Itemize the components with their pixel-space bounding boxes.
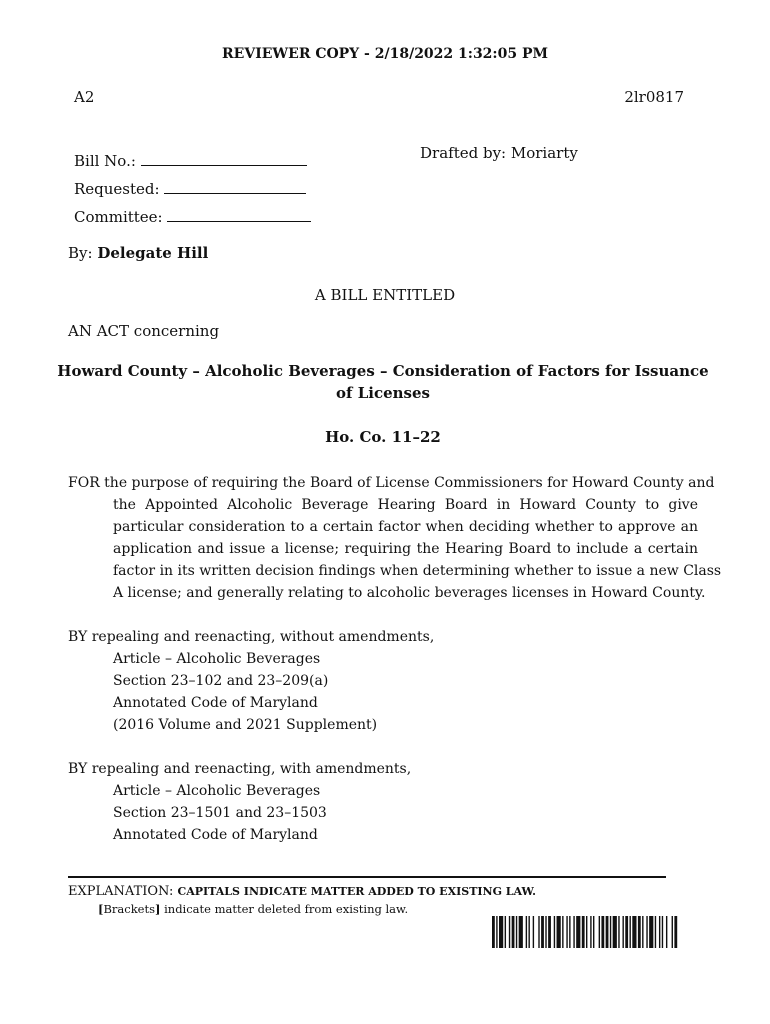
sponsor-line xyxy=(68,244,208,262)
barcode-bar xyxy=(672,916,673,948)
barcode-bar xyxy=(538,916,539,948)
purpose-line: factor in its written decision findings when determining whether to issue a new Class xyxy=(113,563,722,579)
committee-blank xyxy=(167,221,311,222)
barcode-bar xyxy=(562,916,563,948)
barcode-bar xyxy=(516,916,517,948)
purpose-line: the Appointed Alcoholic Beverage Hearing Board in Howard County to give xyxy=(113,497,698,513)
barcode-bar xyxy=(492,916,495,948)
requested-row xyxy=(74,180,306,198)
drafted-by: Drafted by: Moriarty xyxy=(420,144,578,162)
barcode-bar xyxy=(613,916,617,948)
act-concerning: AN ACT concerning xyxy=(68,322,220,340)
barcode-bar xyxy=(610,916,611,948)
barcode-bar xyxy=(590,916,591,948)
barcode-bar xyxy=(566,916,567,948)
barcode-bar xyxy=(499,916,503,948)
bill-subject-line2: of Licenses xyxy=(336,384,430,402)
bill-number: Ho. Co. 11–22 xyxy=(325,428,441,446)
sponsor-name: Delegate Hill xyxy=(97,244,209,262)
barcode-bar xyxy=(618,916,619,948)
barcode-bar xyxy=(599,916,600,948)
barcode-bar xyxy=(606,916,609,948)
barcode-bar xyxy=(496,916,497,948)
barcode-bar xyxy=(533,916,534,948)
repeal-without-amendments xyxy=(68,626,434,736)
section-line: Section 23–1501 and 23–1503 xyxy=(113,805,327,821)
code-right: 2lr0817 xyxy=(624,88,684,106)
section-line: Article – Alcoholic Beverages xyxy=(113,651,321,667)
sponsor-by-label: By: xyxy=(68,244,93,262)
repeal-with-amendments xyxy=(68,758,411,846)
section-line: Article – Alcoholic Beverages xyxy=(113,783,321,799)
barcode-bar xyxy=(557,916,561,948)
barcode-bar xyxy=(526,916,527,948)
barcode-bar xyxy=(655,916,656,948)
brackets-word: Brackets xyxy=(103,902,155,916)
explanation-label: EXPLANATION: xyxy=(68,884,174,899)
barcode-bar xyxy=(638,916,641,948)
barcode-bar xyxy=(512,916,515,948)
barcode-bar xyxy=(528,916,529,948)
barcode-bar xyxy=(625,916,628,948)
bill-subject-line1: Howard County – Alcoholic Beverages – Consideration of Factors for Issuance xyxy=(57,362,709,380)
barcode-bar xyxy=(545,916,546,948)
explanation-brackets xyxy=(98,902,408,916)
barcode-bar xyxy=(586,916,587,948)
brackets-text: indicate matter deleted from existing law. xyxy=(160,902,409,916)
barcode-bar xyxy=(601,916,604,948)
bracket-open: [ xyxy=(98,902,104,916)
bill-no-blank xyxy=(141,165,307,166)
explanation-capitals xyxy=(68,884,536,899)
barcode-bar xyxy=(674,916,677,948)
bill-no-label: Bill No.: xyxy=(74,152,136,170)
section-line: Annotated Code of Maryland xyxy=(113,695,318,711)
barcode-bar xyxy=(666,916,667,948)
barcode-bar xyxy=(642,916,643,948)
barcode-bar xyxy=(573,916,574,948)
section-line: Annotated Code of Maryland xyxy=(113,827,318,843)
barcode-bar xyxy=(548,916,551,948)
bill-no-row xyxy=(74,152,307,170)
code-left: A2 xyxy=(74,88,95,106)
barcode-bar xyxy=(649,916,653,948)
barcode-bar xyxy=(509,916,510,948)
barcode-bar xyxy=(632,916,636,948)
barcode-bar xyxy=(519,916,523,948)
purpose-line: particular consideration to a certain factor when deciding whether to approve an xyxy=(113,519,698,535)
explanation-capitals-text: CAPITALS INDICATE MATTER ADDED TO EXISTING LAW. xyxy=(177,885,536,898)
requested-label: Requested: xyxy=(74,180,160,198)
bill-entitled: A BILL ENTITLED xyxy=(314,286,456,304)
bracket-close: ] xyxy=(155,902,161,916)
purpose-line: A license; and generally relating to alcoholic beverages licenses in Howard County. xyxy=(113,585,706,601)
reviewer-copy-header: REVIEWER COPY - 2/18/2022 1:32:05 PM xyxy=(222,46,548,62)
barcode-bar xyxy=(582,916,585,948)
section-line: Section 23–102 and 23–209(a) xyxy=(113,673,329,689)
purpose-paragraph xyxy=(68,472,722,604)
barcode-bar xyxy=(659,916,660,948)
barcode-bar xyxy=(622,916,623,948)
section-lead: BY repealing and reenacting, with amendments, xyxy=(68,761,412,777)
explanation-rule xyxy=(68,876,666,878)
barcode-bar xyxy=(541,916,544,948)
barcode-bar xyxy=(593,916,594,948)
barcode-bar xyxy=(569,916,570,948)
purpose-line: application and issue a license; requiring the Hearing Board to include a certain xyxy=(113,541,698,557)
barcode-bar xyxy=(646,916,647,948)
barcode-bar xyxy=(505,916,506,948)
barcode-bar xyxy=(554,916,555,948)
committee-row xyxy=(74,208,311,226)
barcode-bar xyxy=(576,916,580,948)
committee-label: Committee: xyxy=(74,208,163,226)
barcode-bar xyxy=(629,916,630,948)
barcode-bar xyxy=(662,916,663,948)
barcode xyxy=(492,916,680,948)
purpose-line: FOR the purpose of requiring the Board of License Commissioners for Howard County and xyxy=(68,475,715,491)
section-lead: BY repealing and reenacting, without amendments, xyxy=(68,629,435,645)
section-line: (2016 Volume and 2021 Supplement) xyxy=(113,717,378,733)
requested-blank xyxy=(164,193,306,194)
